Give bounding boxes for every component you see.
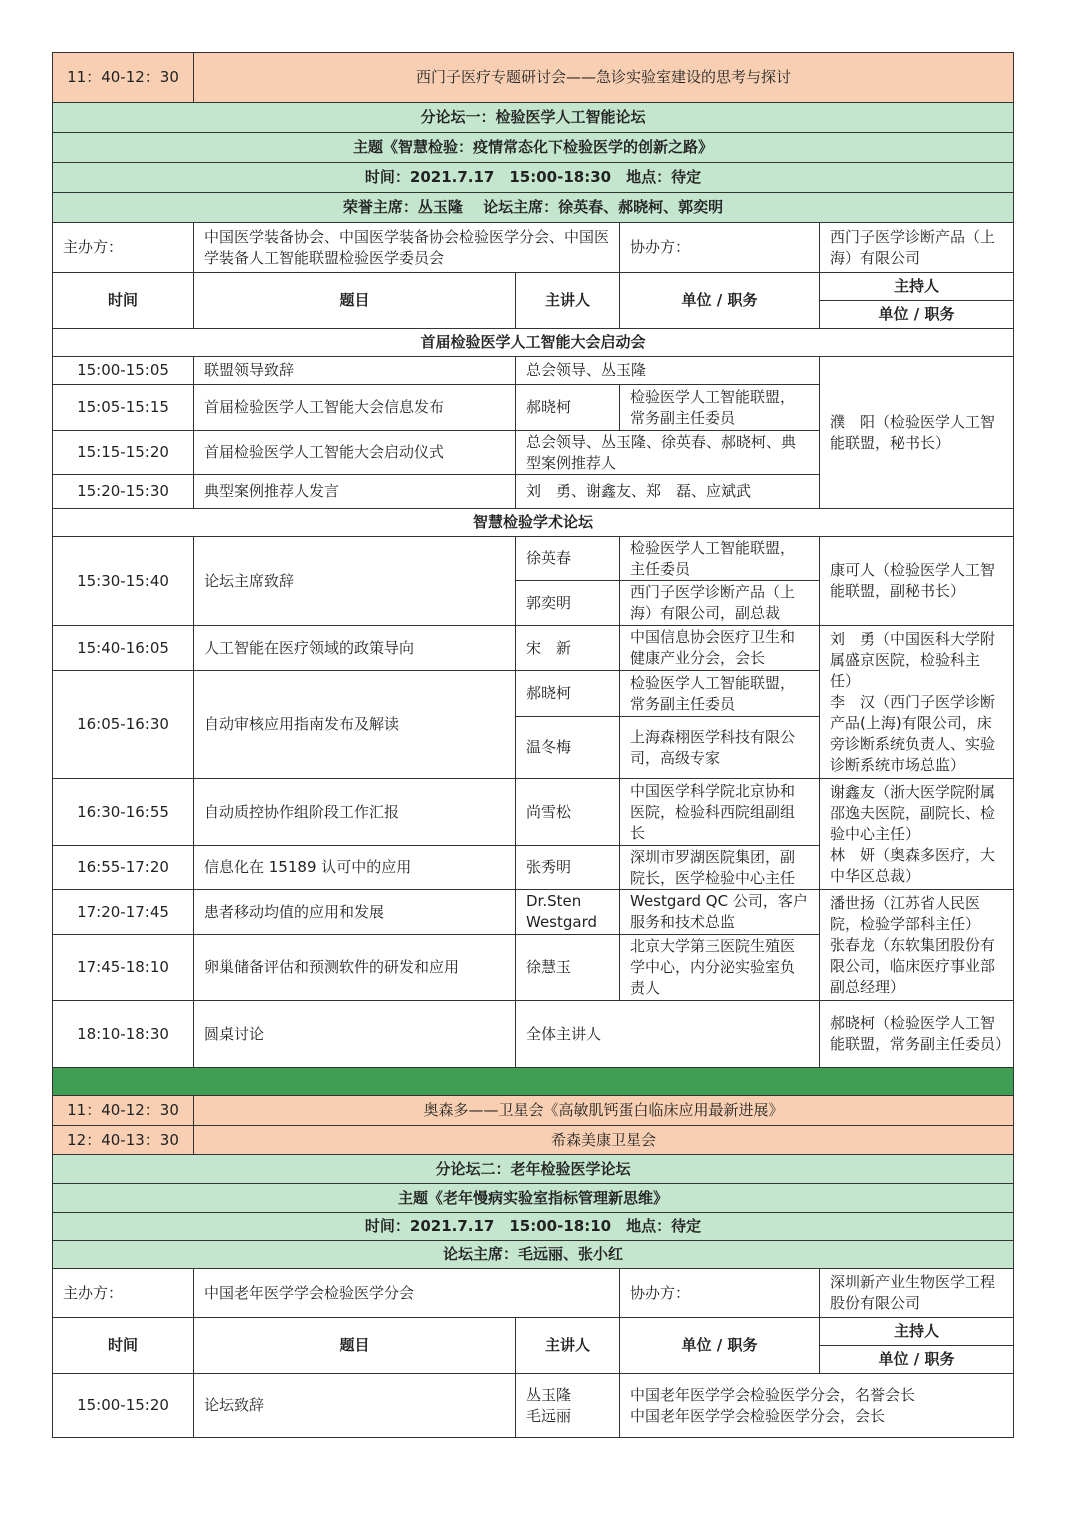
organizer-row — [53, 223, 1014, 273]
coorganizer-value: 深圳新产业生物医学工程股份有限公司 — [820, 1269, 1014, 1318]
col-unit: 单位 / 职务 — [620, 1318, 820, 1374]
row-unit: 检验医学人工智能联盟，常务副主任委员 — [620, 671, 820, 717]
row-host: 濮 阳（检验医学人工智能联盟，秘书长） — [820, 357, 1014, 509]
col-host: 主持人 — [820, 273, 1014, 301]
row-topic: 首届检验医学人工智能大会启动仪式 — [194, 431, 516, 475]
col-topic: 题目 — [194, 273, 516, 329]
row-unit: 上海森栩医学科技有限公司，高级专家 — [620, 717, 820, 779]
forum-chairs: 荣誉主席：丛玉隆 论坛主席：徐英春、郝晓柯、郭奕明 — [53, 193, 1014, 223]
session-row — [53, 1096, 1014, 1126]
row-time: 15:05-15:15 — [53, 385, 194, 431]
row-speaker: 徐慧玉 — [516, 935, 620, 1001]
row-time: 17:20-17:45 — [53, 890, 194, 935]
col-speaker: 主讲人 — [516, 1318, 620, 1374]
row-topic: 患者移动均值的应用和发展 — [194, 890, 516, 935]
row-time: 16:05-16:30 — [53, 671, 194, 779]
column-header-row — [53, 1318, 1014, 1346]
row-speaker: Dr.Sten Westgard — [516, 890, 620, 935]
forum-name: 分论坛一：检验医学人工智能论坛 — [53, 103, 1014, 133]
row-topic: 卵巢储备评估和预测软件的研发和应用 — [194, 935, 516, 1001]
row-topic: 论坛致辞 — [194, 1374, 516, 1438]
session-time: 11：40-12：30 — [53, 53, 194, 103]
row-unit: 中国信息协会医疗卫生和健康产业分会，会长 — [620, 626, 820, 671]
row-speaker: 郝晓柯 — [516, 385, 620, 431]
row-time: 15:20-15:30 — [53, 475, 194, 509]
row-speaker: 总会领导、丛玉隆、徐英春、郝晓柯、典型案例推荐人 — [516, 431, 820, 475]
session-time: 11：40-12：30 — [53, 1096, 194, 1126]
row-topic: 自动质控协作组阶段工作汇报 — [194, 779, 516, 846]
row-time: 16:30-16:55 — [53, 779, 194, 846]
organizer-value: 中国医学装备协会、中国医学装备协会检验医学分会、中国医学装备人工智能联盟检验医学委员会 — [194, 223, 620, 273]
row-speaker: 郭奕明 — [516, 581, 620, 626]
row-topic: 信息化在 15189 认可中的应用 — [194, 846, 516, 890]
col-unit: 单位 / 职务 — [620, 273, 820, 329]
organizer-row — [53, 1269, 1014, 1318]
col-topic: 题目 — [194, 1318, 516, 1374]
section-title: 智慧检验学术论坛 — [53, 509, 1014, 537]
col-speaker: 主讲人 — [516, 273, 620, 329]
table-row — [53, 357, 1014, 385]
row-time: 15:00-15:20 — [53, 1374, 194, 1438]
separator-bar — [53, 1068, 1014, 1096]
row-topic: 典型案例推荐人发言 — [194, 475, 516, 509]
session-row — [53, 53, 1014, 103]
table-row — [53, 779, 1014, 846]
row-time: 16:55-17:20 — [53, 846, 194, 890]
row-time: 15:00-15:05 — [53, 357, 194, 385]
forum-chairs: 论坛主席：毛远丽、张小红 — [53, 1241, 1014, 1269]
row-speaker: 全体主讲人 — [516, 1001, 820, 1068]
table-row — [53, 1374, 1014, 1438]
row-speaker: 宋 新 — [516, 626, 620, 671]
row-unit: 西门子医学诊断产品（上海）有限公司，副总裁 — [620, 581, 820, 626]
col-host-unit: 单位 / 职务 — [820, 1346, 1014, 1374]
col-host-unit: 单位 / 职务 — [820, 301, 1014, 329]
col-time: 时间 — [53, 1318, 194, 1374]
row-host: 谢鑫友（浙大医学院附属邵逸夫医院，副院长、检验中心主任） 林 妍（奥森多医疗，大中华区总裁） — [820, 779, 1014, 890]
session-title: 西门子医疗专题研讨会——急诊实验室建设的思考与探讨 — [194, 53, 1014, 103]
table-row — [53, 626, 1014, 671]
col-time: 时间 — [53, 273, 194, 329]
organizer-value: 中国老年医学学会检验医学分会 — [194, 1269, 620, 1318]
row-unit: 检验医学人工智能联盟，主任委员 — [620, 537, 820, 581]
session-row — [53, 1126, 1014, 1155]
forum-time-place: 时间：2021.7.17 15:00-18:10 地点：待定 — [53, 1213, 1014, 1241]
row-speaker: 徐英春 — [516, 537, 620, 581]
table-row — [53, 890, 1014, 935]
coorganizer-value: 西门子医学诊断产品（上海）有限公司 — [820, 223, 1014, 273]
row-unit: Westgard QC 公司，客户服务和技术总监 — [620, 890, 820, 935]
row-host: 郝晓柯（检验医学人工智能联盟，常务副主任委员） — [820, 1001, 1014, 1068]
row-unit: 检验医学人工智能联盟，常务副主任委员 — [620, 385, 820, 431]
row-speaker: 郝晓柯 — [516, 671, 620, 717]
row-speaker: 尚雪松 — [516, 779, 620, 846]
forum-time-place: 时间：2021.7.17 15:00-18:30 地点：待定 — [53, 163, 1014, 193]
coorganizer-label: 协办方： — [620, 1269, 820, 1318]
forum-theme: 主题《智慧检验：疫情常态化下检验医学的创新之路》 — [53, 133, 1014, 163]
row-topic: 首届检验医学人工智能大会信息发布 — [194, 385, 516, 431]
col-host: 主持人 — [820, 1318, 1014, 1346]
row-speaker: 丛玉隆 毛远丽 — [516, 1374, 620, 1438]
row-topic: 人工智能在医疗领域的政策导向 — [194, 626, 516, 671]
row-time: 15:40-16:05 — [53, 626, 194, 671]
row-speaker: 张秀明 — [516, 846, 620, 890]
section-title: 首届检验医学人工智能大会启动会 — [53, 329, 1014, 357]
organizer-label: 主办方： — [53, 1269, 194, 1318]
row-topic: 圆桌讨论 — [194, 1001, 516, 1068]
row-topic: 论坛主席致辞 — [194, 537, 516, 626]
schedule-table — [52, 52, 1014, 1438]
row-topic: 自动审核应用指南发布及解读 — [194, 671, 516, 779]
row-time: 15:30-15:40 — [53, 537, 194, 626]
row-time: 18:10-18:30 — [53, 1001, 194, 1068]
row-unit: 深圳市罗湖医院集团，副院长，医学检验中心主任 — [620, 846, 820, 890]
row-unit: 北京大学第三医院生殖医学中心，内分泌实验室负责人 — [620, 935, 820, 1001]
row-time: 17:45-18:10 — [53, 935, 194, 1001]
row-host: 潘世扬（江苏省人民医院，检验学部科主任） 张春龙（东软集团股份有限公司，临床医疗事业部副总经理） — [820, 890, 1014, 1001]
row-unit: 中国医学科学院北京协和医院，检验科西院组副组长 — [620, 779, 820, 846]
forum-name: 分论坛二：老年检验医学论坛 — [53, 1155, 1014, 1184]
organizer-label: 主办方： — [53, 223, 194, 273]
row-time: 15:15-15:20 — [53, 431, 194, 475]
table-row — [53, 537, 1014, 581]
row-topic: 联盟领导致辞 — [194, 357, 516, 385]
row-host: 康可人（检验医学人工智能联盟，副秘书长） — [820, 537, 1014, 626]
column-header-row — [53, 273, 1014, 301]
session-title: 希森美康卫星会 — [194, 1126, 1014, 1155]
coorganizer-label: 协办方： — [620, 223, 820, 273]
row-host: 刘 勇（中国医科大学附属盛京医院，检验科主任） 李 汉（西门子医学诊断产品(上海)有限公司，床旁诊断系统负责人、实验诊断系统市场总监） — [820, 626, 1014, 779]
row-speaker: 温冬梅 — [516, 717, 620, 779]
session-time: 12：40-13：30 — [53, 1126, 194, 1155]
row-speaker: 总会领导、丛玉隆 — [516, 357, 820, 385]
session-title: 奥森多——卫星会《高敏肌钙蛋白临床应用最新进展》 — [194, 1096, 1014, 1126]
table-row — [53, 1001, 1014, 1068]
forum-theme: 主题《老年慢病实验室指标管理新思维》 — [53, 1184, 1014, 1213]
row-unit: 中国老年医学学会检验医学分会，名誉会长 中国老年医学学会检验医学分会，会长 — [620, 1374, 1014, 1438]
row-speaker: 刘 勇、谢鑫友、郑 磊、应斌武 — [516, 475, 820, 509]
